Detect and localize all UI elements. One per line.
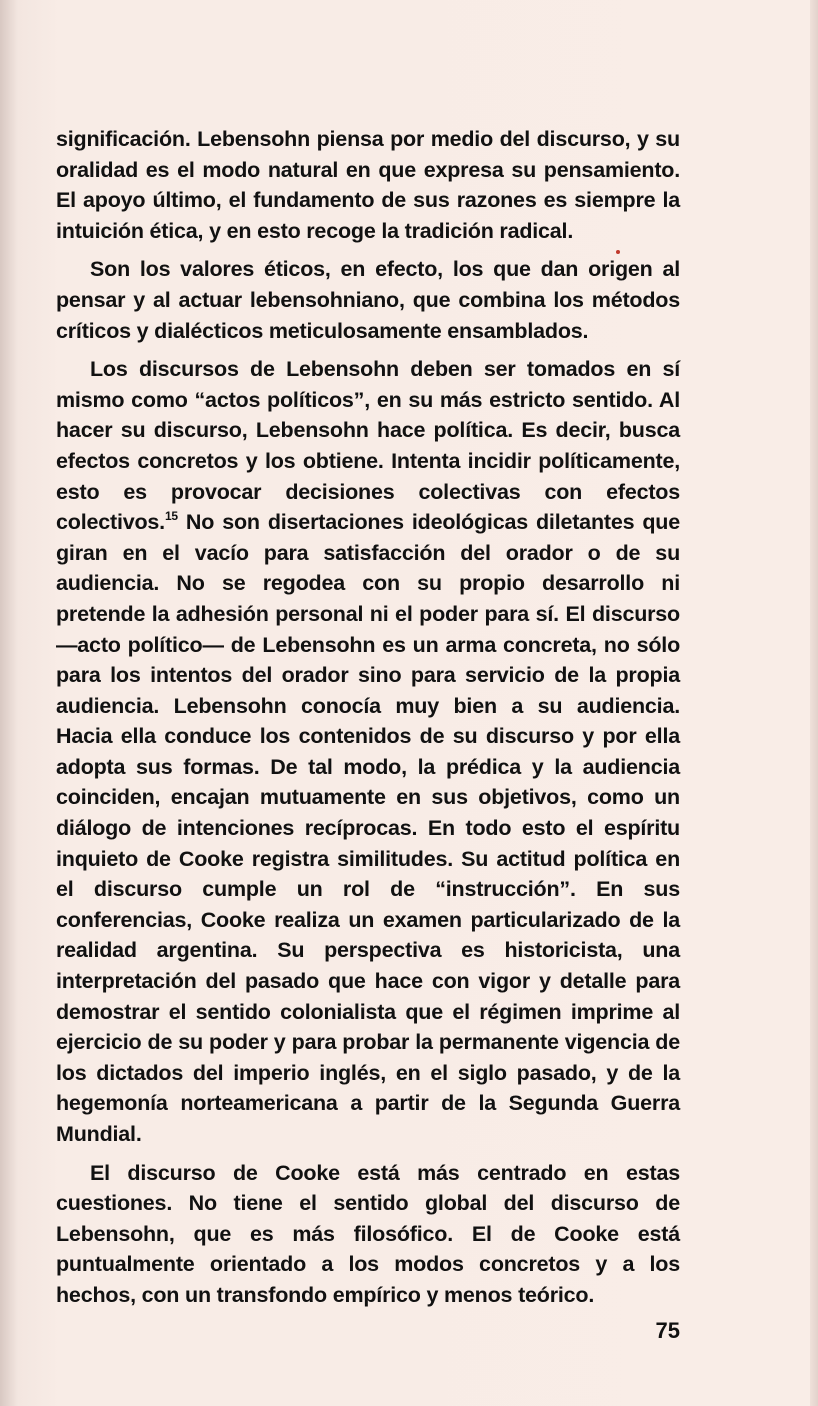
page-number: 75	[655, 1318, 680, 1343]
footnote-reference: 15	[164, 509, 178, 524]
paragraph-4: El discurso de Cooke está más centrado en estas cuestiones. No tiene el sentido global del discurso de Lebensohn, que es más filosófico. El de Cooke está puntualmente orientado a los modos concretos y a los hechos, con un transfondo empírico y menos teórico.	[56, 1160, 680, 1307]
page-edge	[810, 0, 818, 1406]
paragraph-3-text-before-note: Los discursos de Lebensohn deben ser tomados en sí mismo como “actos políticos”, en su más estricto sentido. Al hacer su discurso, Lebensohn hace política. Es decir, busca efectos concretos y los obtiene. Intenta incidir políticamente, esto es provocar decisiones colectivas con efectos colectivos.	[56, 357, 680, 535]
paragraph-3-text-after-note: No son disertaciones ideológicas diletantes que giran en el vacío para satisfacción del orador o de su audiencia. No se regodea con su propio desarrollo ni pretende la adhesión personal ni el poder para sí. El discurso —acto político— de Lebensohn es un arma concreta, no sólo para los intentos del orador sino para servicio de la propia audiencia. Lebensohn conocía muy bien a su audiencia. Hacia ella conduce los contenidos de su discurso y por ella adopta sus formas. De tal modo, la prédica y la audiencia coinciden, encajan mutuamente en sus objetivos, como un diálogo de intenciones recíprocas. En todo esto el espíritu inquieto de Cooke registra similitudes. Su actitud política en el discurso cumple un rol de “instrucción”. En sus conferencias, Cooke realiza un examen particularizado de la realidad argentina. Su perspectiva es historicista, una interpretación del pasado que hace con vigor y detalle para demostrar el sentido colonialista que el régimen imprime al ejercicio de su poder y para probar la permanente vigencia de los dictados del imperio inglés, en el siglo pasado, y de la hegemonía norteamericana a partir de la Segunda Guerra Mundial.	[56, 510, 680, 1146]
body-text	[56, 124, 680, 1319]
paragraph-2: Son los valores éticos, en efecto, los que dan origen al pensar y al actuar lebensohniano, que combina los métodos críticos y dialécticos meticulosamente ensamblados.	[56, 257, 680, 343]
paragraph-3	[56, 354, 680, 1149]
paragraph-1: significación. Lebensohn piensa por medio del discurso, y su oralidad es el modo natural en que expresa su pensamiento. El apoyo último, el fundamento de sus razones es siempre la intuición ética, y en esto recoge la tradición radical.	[56, 127, 680, 243]
